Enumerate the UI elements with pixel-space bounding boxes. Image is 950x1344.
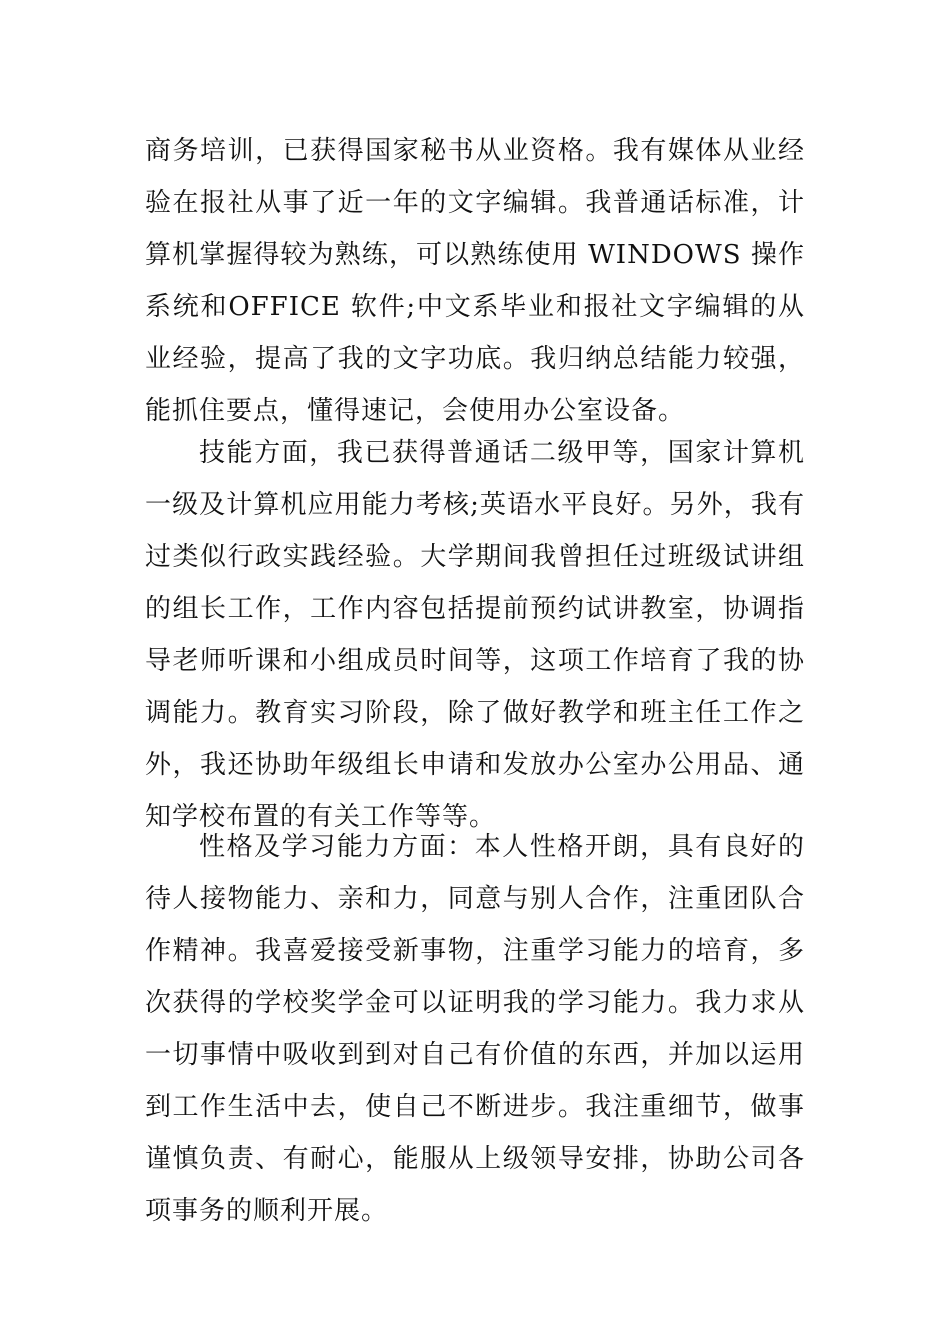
paragraph-office-skills: 商务培训，已获得国家秘书从业资格。我有媒体从业经验在报社从事了近一年的文字编辑。我普通话标准，计算机掌握得较为熟练，可以熟练使用 WINDOWS 操作系统和OFFICE 软件;中文系毕业和报社文字编辑的从业经验，提高了我的文字功底。我归纳总结能力较强，能抓住要点，懂得速记，会使用办公室设备。 — [145, 136, 805, 426]
paragraph-skills-experience: 技能方面，我已获得普通话二级甲等，国家计算机一级及计算机应用能力考核;英语水平良好。另外，我有过类似行政实践经验。大学期间我曾担任过班级试讲组的组长工作，工作内容包括提前预约试讲教室，协调指导老师听课和小组成员时间等，这项工作培育了我的协调能力。教育实习阶段，除了做好教学和班主任工作之外，我还协助年级组长申请和发放办公室办公用品、通知学校布置的有关工作等等。 — [145, 438, 805, 832]
paragraph-personality-learning: 性格及学习能力方面：本人性格开朗，具有良好的待人接物能力、亲和力，同意与别人合作，注重团队合作精神。我喜爱接受新事物，注重学习能力的培育，多次获得的学校奖学金可以证明我的学习能力。我力求从一切事情中吸收到到对自己有价值的东西，并加以运用到工作生活中去，使自己不断进步。我注重细节，做事谨慎负责、有耐心，能服从上级领导安排，协助公司各项事务的顺利开展。 — [145, 832, 805, 1226]
